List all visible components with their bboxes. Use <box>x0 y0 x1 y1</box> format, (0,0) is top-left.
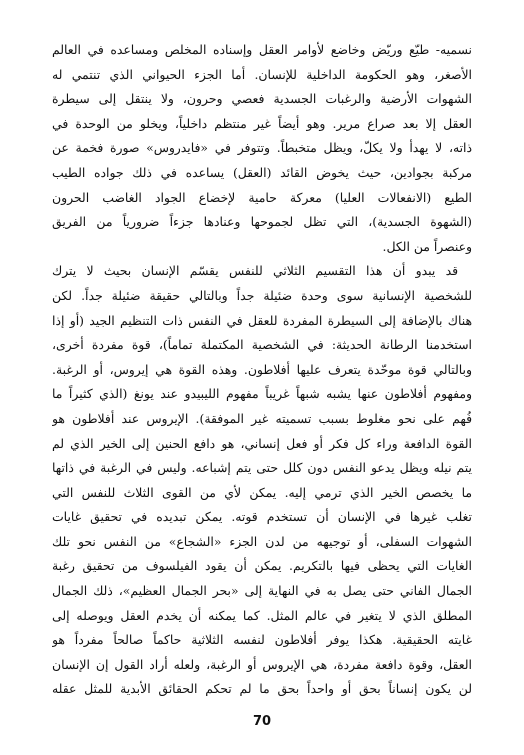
text-line: المطلق الذي لا يتغير في عالم المثل. كما يمكنه أن يخدم العقل ويوصله إلى <box>52 607 472 623</box>
paragraph-1 <box>52 38 472 259</box>
text-line: استخدمنا الرطانة الحديثة: في الشخصية المكتملة تماماً)، قوة مفردة أخرى، <box>52 337 472 353</box>
text-line: القوة الدافعة وراء كل فكر أو فعل إنساني، هو دافع الحنين إلى الخير الذي لم <box>52 435 472 451</box>
text-line: غايته الحقيقية. هكذا يوفر أفلاطون لنفسه الثلاثية حاكماً صالحاً مفرداً هو <box>52 632 472 648</box>
text-line: ومفهوم أفلاطون عنها يشبه شبهاً غريباً مفهوم الليبيدو عند يونغ (الذي كثيراً ما <box>52 386 472 402</box>
text-line: ذاته، لا يهدأ ولا يكلّ، ويظل متخبطاً. وتتوفر في «فايدروس» صورة فخمة عن <box>52 140 472 156</box>
text-line: الجمال الفاني حتى يصل به في النهاية إلى «بحر الجمال العظيم»، ذلك الجمال <box>52 583 472 599</box>
text-line: فُهم على نحو مغلوط بسبب تسميته غير الموفقة). الإيروس عند أفلاطون هو <box>52 410 472 426</box>
text-line: الشهوات الأرضية والرغبات الجسدية فعصي وحرون، ولا ينتقل إلى سيطرة <box>52 91 472 107</box>
body-text <box>52 38 472 702</box>
text-line: العقل، وقوة دافعة مفردة، هي الإيروس أو الرغبة، ولعله أراد القول إن الإنسان <box>52 656 472 672</box>
text-line: الغايات التي يحظى فيها بالتكريم. يمكن أن يقود الفيلسوف من تحقيق رغبة <box>52 558 472 574</box>
text-line: العقل إلا بعد صراع مرير. وهو أيضاً غير منتظم داخلياً، ويخلو من الوحدة في <box>52 115 472 131</box>
text-line: هناك بالإضافة إلى السيطرة المفردة للعقل في النفس ذات التنظيم الجيد (أو إذا <box>52 312 472 328</box>
text-line: ما يخصص الخير الذي ترمي إليه. يمكن لأي من القوى الثلاث للنفس التي <box>52 484 472 500</box>
paragraph-2 <box>52 259 472 702</box>
text-line: وعنصراً من الكل. <box>382 238 472 254</box>
text-line: نسميه- طيّع وريّض وخاضع لأوامر العقل وإسناده المخلص ومساعده في العالم <box>52 42 472 57</box>
text-line: وبالتالي قوة موحّدة يتعرف عليها أفلاطون. وهذه القوة هي إيروس، أو الرغبة. <box>52 361 472 377</box>
text-line: يتم نيله ويظل يدعو النفس دون كلل حتى يتم إشباعه. وليس في الرغبة في ذاتها <box>52 460 472 476</box>
text-line: مركبة بجوادين، حيث يخوض القائد (العقل) يساعده في ذلك جواده الطيب <box>52 164 472 180</box>
text-line: الطيع (الانفعالات العليا) معركة حامية لإخضاع الجواد الغاضب الحرون <box>52 189 472 205</box>
text-line: الشهوات السفلى، أو توجيهه من لدن الجزء «الشجاع» من النفس نحو تلك <box>52 533 472 549</box>
text-line: (الشهوة الجسدية)، التي تظل لجموحها وعنادها جزءاً ضرورياً من الفريق <box>52 214 472 230</box>
text-line: تغلب غيرها في الإنسان أن تستخدم قوته. يمكن تبديده في تحقيق غايات <box>52 509 472 525</box>
text-line: لن يكون إنساناً بحق أو واحداً بحق ما لم تحكم الحقائق الأبدية للمثل عقله <box>52 681 472 697</box>
text-line: قد يبدو أن هذا التقسيم الثلاثي للنفس يقسّم الإنسان بحيث لا يترك <box>52 263 458 279</box>
text-line: الأصغر، وهو الحكومة الداخلية للإنسان. أما الجزء الحيواني الذي تنتمي له <box>52 66 472 82</box>
text-line: للشخصية الإنسانية سوى وحدة ضئيلة جداً وبالتالي حقيقة ضئيلة جداً. لكن <box>52 287 472 303</box>
page-number: 70 <box>252 714 272 729</box>
